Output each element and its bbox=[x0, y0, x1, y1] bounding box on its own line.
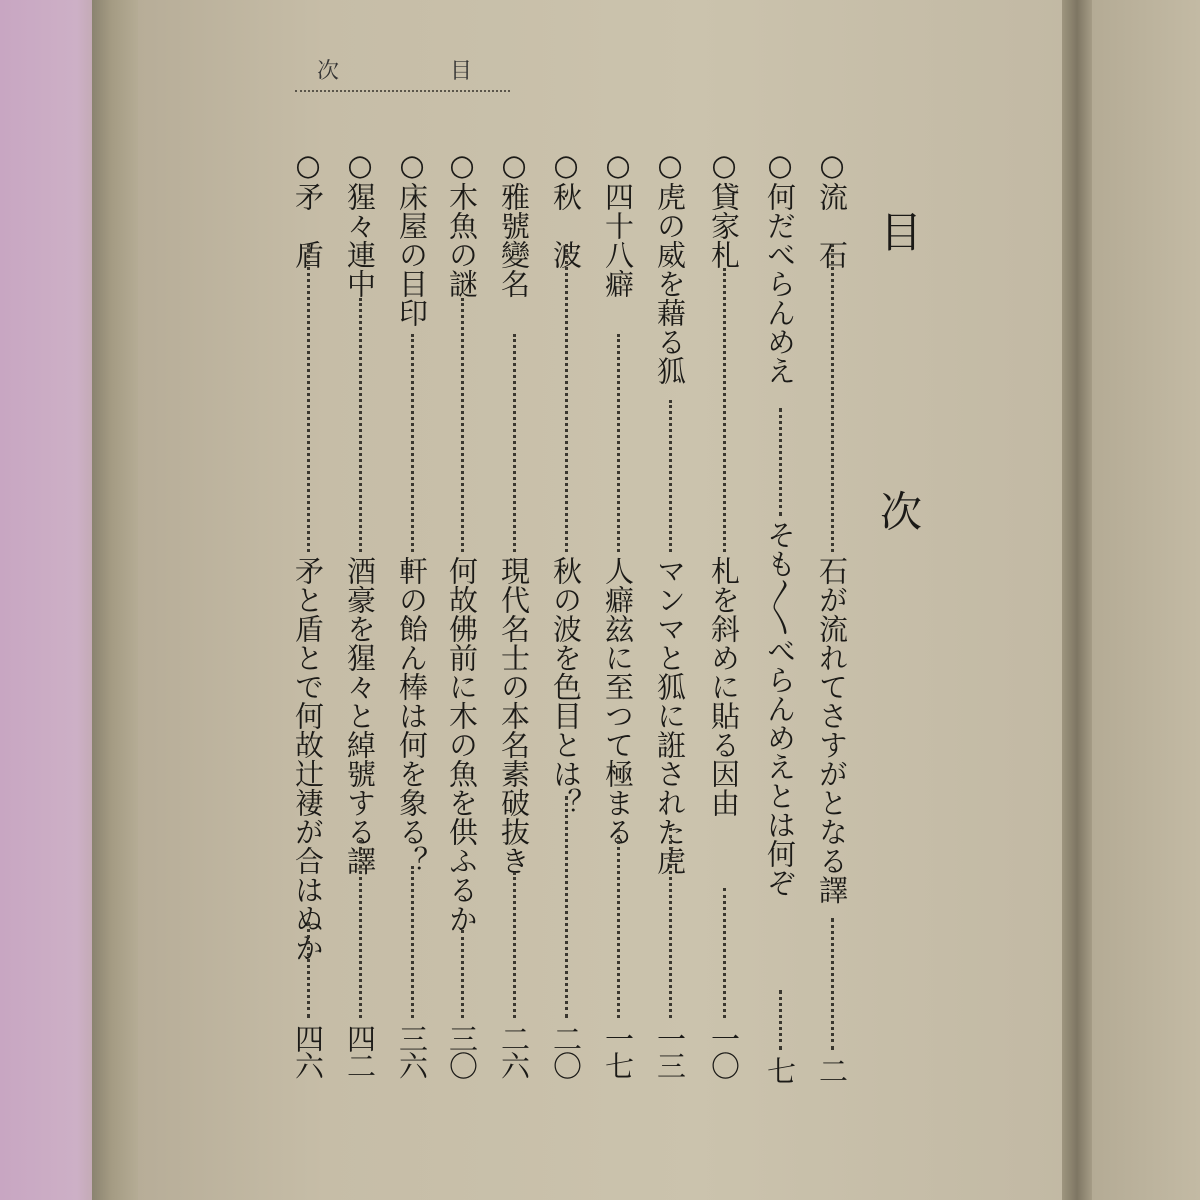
toc-description: 軒の飴ん棒は何を象る？ bbox=[395, 556, 429, 875]
toc-heading: ○床屋の目印 bbox=[395, 148, 429, 327]
leader-dots bbox=[669, 400, 672, 552]
leader-dots bbox=[411, 334, 414, 552]
toc-description: 矛と盾とで何故辻褄が合はぬか bbox=[291, 556, 325, 962]
toc-description: マンマと狐に誑された虎 bbox=[653, 556, 687, 875]
leader-dots bbox=[411, 866, 414, 1018]
toc-page-number: 四六 bbox=[291, 1024, 325, 1078]
toc-heading: ○木魚の謎 bbox=[445, 148, 479, 298]
leader-dots bbox=[779, 408, 782, 516]
toc-page-number: 一〇 bbox=[707, 1024, 741, 1078]
toc-heading: ○何だべらんめえ bbox=[763, 148, 797, 385]
toc-page-number: 一三 bbox=[653, 1024, 687, 1078]
toc-entry[interactable] bbox=[290, 148, 326, 1148]
toc-entry[interactable] bbox=[814, 148, 850, 1148]
toc-heading: ○猩々連中 bbox=[343, 148, 377, 298]
leader-dots bbox=[779, 990, 782, 1050]
leader-dots bbox=[831, 244, 834, 552]
toc-page-number: 二〇 bbox=[549, 1024, 583, 1078]
toc-description: 秋の波を色目とは？ bbox=[549, 556, 583, 817]
leader-dots bbox=[831, 918, 834, 1050]
leader-dots bbox=[359, 840, 362, 1018]
toc-heading: ○雅號變名 bbox=[497, 148, 531, 298]
toc-description: 人癖玆に至つて極まる bbox=[601, 556, 635, 846]
toc-entry[interactable] bbox=[600, 148, 636, 1148]
toc-heading: ○矛 盾 bbox=[291, 148, 325, 269]
toc-description: 何故佛前に木の魚を供ふるか bbox=[445, 556, 479, 933]
toc-page-number: 七 bbox=[763, 1056, 797, 1083]
leader-dots bbox=[461, 930, 464, 1018]
toc-page-number: 三〇 bbox=[445, 1024, 479, 1078]
leader-dots bbox=[307, 244, 310, 552]
toc-entry[interactable] bbox=[342, 148, 378, 1148]
leader-dots bbox=[669, 828, 672, 1018]
toc-entry[interactable] bbox=[394, 148, 430, 1148]
toc-description: 現代名士の本名素破抜き bbox=[497, 556, 531, 875]
toc-entry[interactable] bbox=[706, 148, 742, 1148]
toc-description: 札を斜めに貼る因由 bbox=[707, 556, 741, 817]
leader-dots bbox=[565, 796, 568, 1018]
toc-heading: ○秋 波 bbox=[549, 148, 583, 269]
toc-page-number: 二六 bbox=[497, 1024, 531, 1078]
leader-dots bbox=[307, 922, 310, 1018]
toc-description: 石が流れてさすがとなる譯 bbox=[815, 556, 849, 904]
facing-page-edge bbox=[1092, 0, 1200, 1200]
toc-entry[interactable] bbox=[444, 148, 480, 1148]
leader-dots bbox=[565, 244, 568, 552]
running-head-right: 目 bbox=[450, 59, 473, 84]
leader-dots bbox=[461, 298, 464, 552]
toc-heading: ○貸家札 bbox=[707, 148, 741, 269]
running-head-left: 次 bbox=[317, 59, 340, 84]
book-cover-edge bbox=[92, 0, 140, 1200]
toc-entry[interactable] bbox=[496, 148, 532, 1148]
page-title: 目 次 bbox=[874, 210, 923, 644]
toc-heading: ○四十八癖 bbox=[601, 148, 635, 298]
toc-heading: ○流 石 bbox=[815, 148, 849, 269]
leader-dots bbox=[617, 828, 620, 1018]
leader-dots bbox=[723, 888, 726, 1018]
leader-dots bbox=[513, 872, 516, 1018]
leader-dots bbox=[359, 298, 362, 552]
leader-dots bbox=[617, 334, 620, 552]
toc-page-number: 二 bbox=[815, 1056, 849, 1083]
toc-page-number: 一七 bbox=[601, 1024, 635, 1078]
leader-dots bbox=[513, 334, 516, 552]
running-head bbox=[295, 50, 510, 92]
toc-description: 酒豪を猩々と綽號する譯 bbox=[343, 556, 377, 875]
toc-entry[interactable] bbox=[652, 148, 688, 1148]
leader-dots bbox=[723, 268, 726, 552]
toc-description: そも〳〵べらんめえとは何ぞ bbox=[763, 520, 797, 897]
toc-heading: ○虎の威を藉る狐 bbox=[653, 148, 687, 385]
toc-page-number: 三六 bbox=[395, 1024, 429, 1078]
book-gutter bbox=[1062, 0, 1092, 1200]
toc-entry[interactable] bbox=[762, 148, 798, 1148]
toc-page-number: 四二 bbox=[343, 1024, 377, 1078]
toc-entry[interactable] bbox=[548, 148, 584, 1148]
